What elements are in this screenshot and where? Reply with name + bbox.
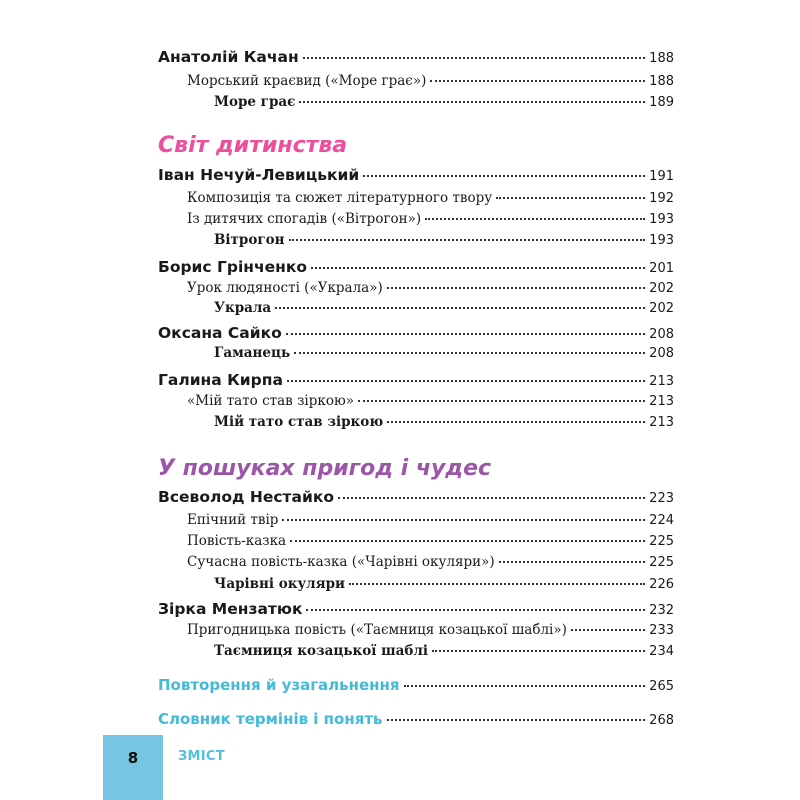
toc-entry-title: «Мій тато став зіркою» — [187, 393, 354, 409]
dot-leader — [363, 174, 645, 177]
toc-entry-page: 224 — [649, 513, 674, 528]
section-title-adventures: У пошуках пригод і чудес — [158, 456, 492, 481]
toc-entry-author — [158, 48, 674, 66]
toc-entry-page: 193 — [649, 212, 674, 227]
toc-entry-page: 226 — [649, 577, 674, 592]
page-number: 8 — [127, 749, 139, 767]
dot-leader — [496, 196, 645, 199]
toc-entry-text — [214, 414, 674, 430]
dot-leader — [571, 628, 645, 631]
toc-entry-title: Повторення й узагальнення — [158, 676, 400, 694]
toc-entry-title: Гаманець — [214, 345, 291, 361]
toc-entry-page: 213 — [649, 394, 674, 409]
toc-entry-title: Мій тато став зіркою — [214, 414, 384, 430]
toc-entry-page: 213 — [649, 415, 674, 430]
dot-leader — [282, 518, 645, 521]
dot-leader — [299, 100, 645, 103]
dot-leader — [387, 420, 645, 423]
toc-entry-page: 223 — [649, 491, 674, 506]
toc-entry-title: Словник термінів і понять — [158, 710, 383, 728]
toc-entry-page: 201 — [649, 261, 674, 276]
dot-leader — [349, 582, 645, 585]
toc-entry-page: 268 — [649, 713, 674, 728]
toc-entry-title: Оксана Сайко — [158, 324, 282, 342]
toc-entry-page: 191 — [649, 169, 674, 184]
dot-leader — [311, 266, 645, 269]
toc-entry-page: 213 — [649, 374, 674, 389]
dot-leader — [404, 684, 646, 687]
toc-entry-sub — [187, 211, 674, 227]
toc-entry-sub — [187, 73, 674, 89]
toc-entry-text — [214, 345, 674, 361]
toc-entry-author — [158, 166, 674, 184]
dot-leader — [387, 286, 645, 289]
toc-entry-page: 202 — [649, 281, 674, 296]
toc-entry-title: Композиція та сюжет літературного твору — [187, 190, 493, 206]
dot-leader — [289, 238, 646, 241]
toc-entry-page: 232 — [649, 603, 674, 618]
toc-entry-text — [214, 232, 674, 248]
toc-entry-title: Вітрогон — [214, 232, 285, 248]
toc-entry-title: Борис Грінченко — [158, 258, 308, 276]
toc-entry-author — [158, 600, 674, 618]
toc-entry-text — [214, 300, 674, 316]
toc-entry-page: 208 — [649, 327, 674, 342]
toc-entry-title: Галина Кирпа — [158, 371, 283, 389]
toc-entry-sub — [187, 280, 674, 296]
toc-entry-page: 208 — [649, 346, 674, 361]
toc-entry-title: Сучасна повість-казка («Чарівні окуляри») — [187, 554, 495, 570]
dot-leader — [430, 79, 645, 82]
toc-entry-page: 234 — [649, 644, 674, 659]
dot-leader — [499, 560, 645, 563]
toc-entry-page: 189 — [649, 95, 674, 110]
dot-leader — [275, 306, 645, 309]
toc-entry-page: 188 — [649, 51, 674, 66]
dot-leader — [358, 399, 645, 402]
dot-leader — [306, 608, 645, 611]
toc-entry-author — [158, 258, 674, 276]
toc-entry-sub — [187, 190, 674, 206]
toc-entry-page: 202 — [649, 301, 674, 316]
toc-entry-page: 188 — [649, 74, 674, 89]
toc-entry-title: Епічний твір — [187, 512, 279, 528]
dot-leader — [338, 496, 645, 499]
toc-entry-sub — [187, 512, 674, 528]
toc-entry-page: 225 — [649, 555, 674, 570]
dot-leader — [286, 332, 645, 335]
toc-entry-title: Морський краєвид («Море грає») — [187, 73, 427, 89]
footer-label: ЗМІСТ — [178, 749, 225, 764]
dot-leader — [294, 351, 645, 354]
dot-leader — [303, 56, 646, 59]
toc-entry-page: 225 — [649, 534, 674, 549]
toc-entry-title: Таємниця козацької шаблі — [214, 643, 429, 659]
toc-entry-title: Урок людяності («Украла») — [187, 280, 383, 296]
toc-entry-title: Пригодницька повість («Таємниця козацької шаблі») — [187, 622, 567, 638]
toc-entry-sub — [187, 622, 674, 638]
toc-entry-text — [214, 94, 674, 110]
toc-entry-sub — [187, 533, 674, 549]
toc-entry-title: Зірка Мензатюк — [158, 600, 303, 618]
toc-entry-text — [214, 576, 674, 592]
toc-entry-page: 265 — [649, 679, 674, 694]
toc-entry-title: Із дитячих спогадів («Вітрогон») — [187, 211, 422, 227]
toc-entry-title: Всеволод Нестайко — [158, 488, 335, 506]
dot-leader — [290, 539, 645, 542]
toc-entry-author — [158, 371, 674, 389]
toc-entry-text — [214, 643, 674, 659]
page-number-box — [103, 735, 163, 800]
toc-entry-page: 233 — [649, 623, 674, 638]
dot-leader — [387, 718, 646, 721]
toc-entry-sub — [187, 393, 674, 409]
toc-entry-title: Повість-казка — [187, 533, 287, 549]
dot-leader — [432, 649, 645, 652]
toc-entry-page: 192 — [649, 191, 674, 206]
dot-leader — [287, 379, 645, 382]
toc-entry-title: Анатолій Качан — [158, 48, 299, 66]
toc-entry-title: Море грає — [214, 94, 296, 110]
toc-entry-sub — [187, 554, 674, 570]
toc-entry-title: Іван Нечуй-Левицький — [158, 166, 360, 184]
toc-entry-author — [158, 324, 674, 342]
toc-entry-title: Чарівні окуляри — [214, 576, 346, 592]
section-title-childhood: Світ дитинства — [158, 133, 348, 158]
toc-entry-final — [158, 710, 674, 728]
toc-entry-author — [158, 488, 674, 506]
toc-entry-final — [158, 676, 674, 694]
dot-leader — [425, 217, 645, 220]
toc-entry-title: Украла — [214, 300, 272, 316]
toc-entry-page: 193 — [649, 233, 674, 248]
